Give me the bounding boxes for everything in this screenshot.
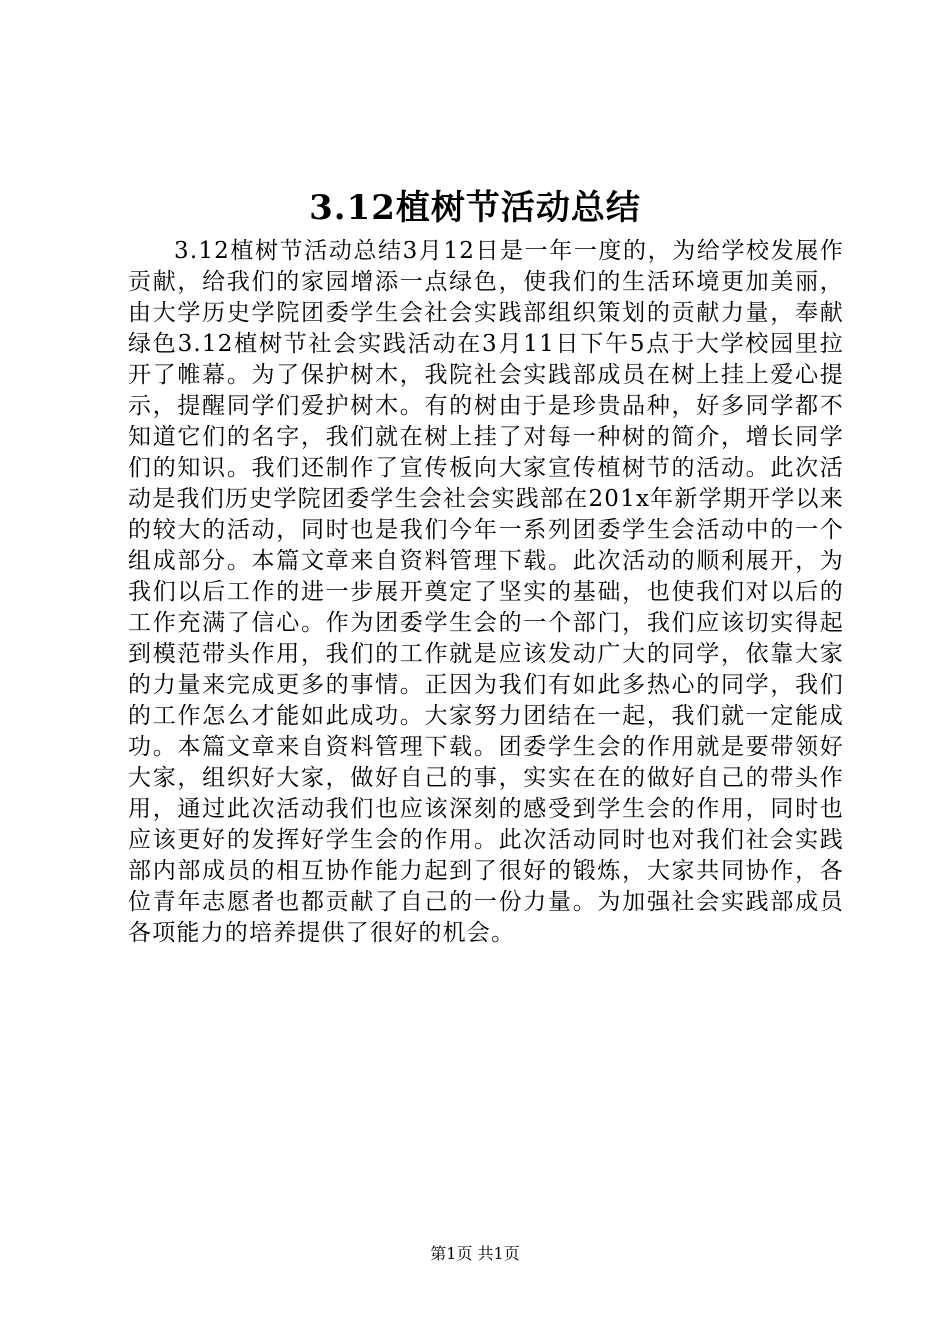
page-number-footer: 第1页 共1页	[430, 1244, 520, 1263]
document-title: 3.12植树节活动总结	[309, 188, 641, 228]
document-body-paragraph: 3.12植树节活动总结3月12日是一年一度的，为给学校发展作贡献，给我们的家园增添一点绿色，使我们的生活环境更加美丽，由大学历史学院团委学生会社会实践部组织策划的贡献力量，奉献绿色3.12植树节社会实践活动在3月11日下午5点于大学校园里拉开了帷幕。为了保护树木，我院社会实践部成员在树上挂上爱心提示，提醒同学们爱护树木。有的树由于是珍贵品种，好多同学都不知道它们的名字，我们就在树上挂了对每一种树的简介，增长同学们的知识。我们还制作了宣传板向大家宣传植树节的活动。此次活动是我们历史学院团委学生会社会实践部在201x年新学期开学以来的较大的活动，同时也是我们今年一系列团委学生会活动中的一个组成部分。本篇文章来自资料管理下载。此次活动的顺利展开，为我们以后工作的进一步展开奠定了坚实的基础，也使我们对以后的工作充满了信心。作为团委学生会的一个部门，我们应该切实得起到模范带头作用，我们的工作就是应该发动广大的同学，依靠大家的力量来完成更多的事情。正因为我们有如此多热心的同学，我们的工作怎么才能如此成功。大家努力团结在一起，我们就一定能成功。本篇文章来自资料管理下载。团委学生会的作用就是要带领好大家，组织好大家，做好自己的事，实实在在的做好自己的带头作用，通过此次活动我们也应该深刻的感受到学生会的作用，同时也应该更好的发挥好学生会的作用。此次活动同时也对我们社会实践部内部成员的相互协作能力起到了很好的锻炼，大家共同协作，各位青年志愿者也都贡献了自己的一份力量。为加强社会实践部成员各项能力的培养提供了很好的机会。	[128, 238, 844, 946]
